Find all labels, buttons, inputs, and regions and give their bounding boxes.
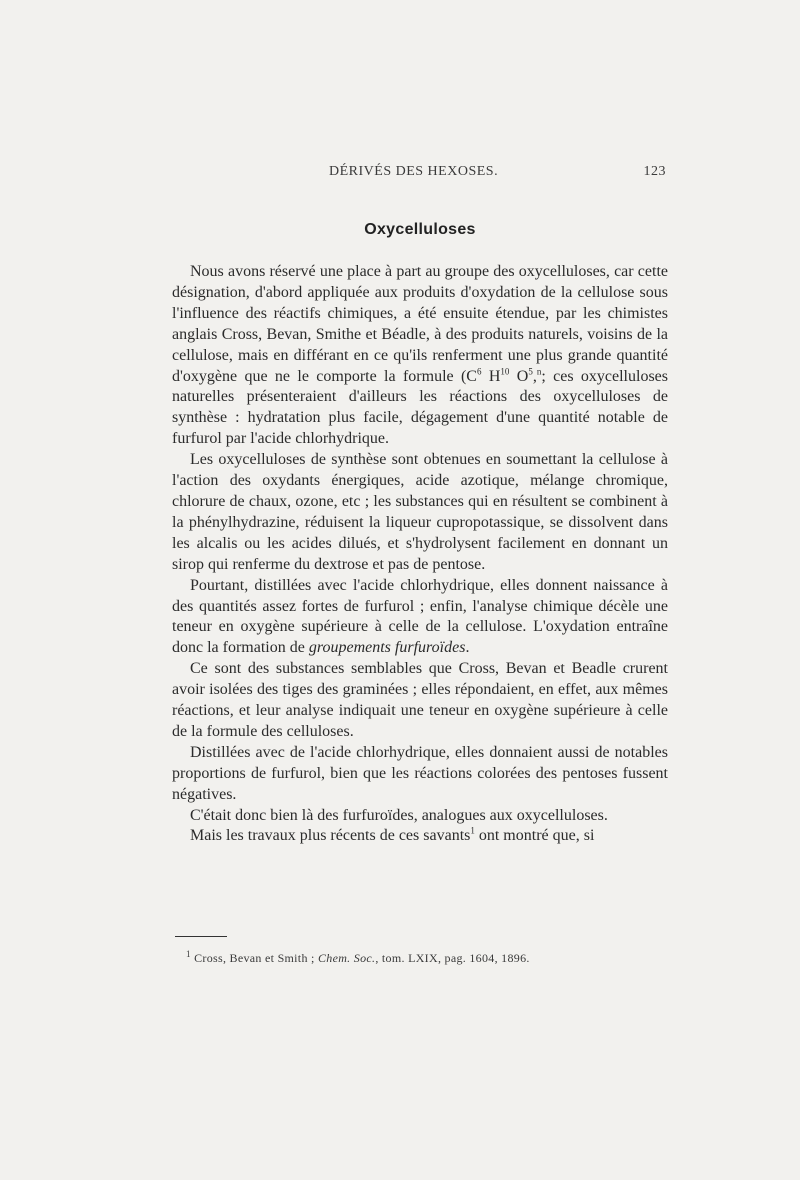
- paragraph-7: [172, 826, 668, 847]
- running-head-title: DÉRIVÉS DES HEXOSES.: [329, 164, 499, 179]
- section-title: Oxycelluloses: [364, 221, 476, 238]
- p1-sup-b: 10: [500, 366, 510, 377]
- p1-text-d: ,: [532, 367, 537, 385]
- running-head: [172, 164, 668, 184]
- paragraph-1: [172, 262, 668, 450]
- paragraph-6: C'était donc bien là des furfuroïdes, analogues aux oxycelluloses.: [190, 806, 608, 824]
- footnote-journal: Chem. Soc.: [317, 951, 376, 965]
- p1-text-c: O: [509, 367, 529, 385]
- p3-text: Pourtant, distillées avec l'acide chlorhydrique, elles donnent naissance à des quantités assez fortes de furfurol ; enfin, l'analyse chimique décèle une teneur en oxygène supérieure à celle de la cellulose. L'oxydation entraîne donc la formation de: [172, 576, 668, 657]
- p7-text-end: ont montré que, si: [474, 827, 595, 845]
- p3-end: .: [465, 639, 470, 657]
- p7-text: Mais les travaux plus récents de ces savants: [190, 827, 471, 845]
- p1-text-a: Nous avons réservé une place à part au groupe des oxycelluloses, car cette désignation, d'abord appliquée aux produits d'oxydation de la cellulose sous l'influence des réactifs chimiques, a été ensuite étendue, par les chimistes anglais Cross, Bevan, Smithe et Béadle, à des produits naturels, voisins de la cellulose, mais en différant en ce qu'ils renferment une plus grande quantité d'oxygène que ne le comporte la formule (C: [172, 263, 668, 385]
- footnote-text-b: , tom. LXIX, pag. 1604, 1896.: [375, 951, 530, 965]
- paragraph-3: [172, 576, 668, 660]
- footnote-marker: 1: [186, 949, 191, 959]
- p3-italic: groupements furfuroïdes: [308, 639, 466, 657]
- footnote-ref: 1: [470, 826, 475, 837]
- p1-text-b: H: [481, 367, 501, 385]
- p1-sup-c: 5: [528, 366, 533, 377]
- page-number: 123: [643, 164, 666, 179]
- footnote-rule: [175, 936, 227, 937]
- paragraph-5: Distillées avec de l'acide chlorhydrique, elles donnaient aussi de notables proportions de furfurol, bien que les réactions colorées des pentoses fussent négatives.: [172, 743, 668, 803]
- body-text: [172, 262, 668, 847]
- footnote: [186, 951, 666, 966]
- p1-sup-d: n: [536, 366, 542, 377]
- paragraph-4: Ce sont des substances semblables que Cross, Bevan et Beadle crurent avoir isolées des tiges des graminées ; elles répondaient, en effet, aux mêmes réactions, et leur analyse indiquait une teneur en oxygène supérieure à celle de la formule des celluloses.: [172, 660, 668, 740]
- p1-text-e: ; ces oxycelluloses naturelles présenteraient d'ailleurs les réactions des oxycelluloses de synthèse : hydratation plus facile, dégagement d'une quantité notable de furfurol par l'acide chlorhydrique.: [172, 367, 668, 448]
- footnote-text-a: Cross, Bevan et Smith ;: [190, 951, 318, 965]
- paragraph-2: Les oxycelluloses de synthèse sont obtenues en soumettant la cellulose à l'action des oxydants énergiques, acide azotique, mélange chromique, chlorure de chaux, ozone, etc ; les substances qui en résultent se combinent à la phénylhydrazine, réduisent la liqueur cupropotassique, se dissolvent dans les alcalis ou les acides dilués, et s'hydrolysent facilement en donnant un sirop qui renferme du dextrose et pas de pentose.: [172, 451, 668, 573]
- p1-sup-a: 6: [476, 366, 482, 377]
